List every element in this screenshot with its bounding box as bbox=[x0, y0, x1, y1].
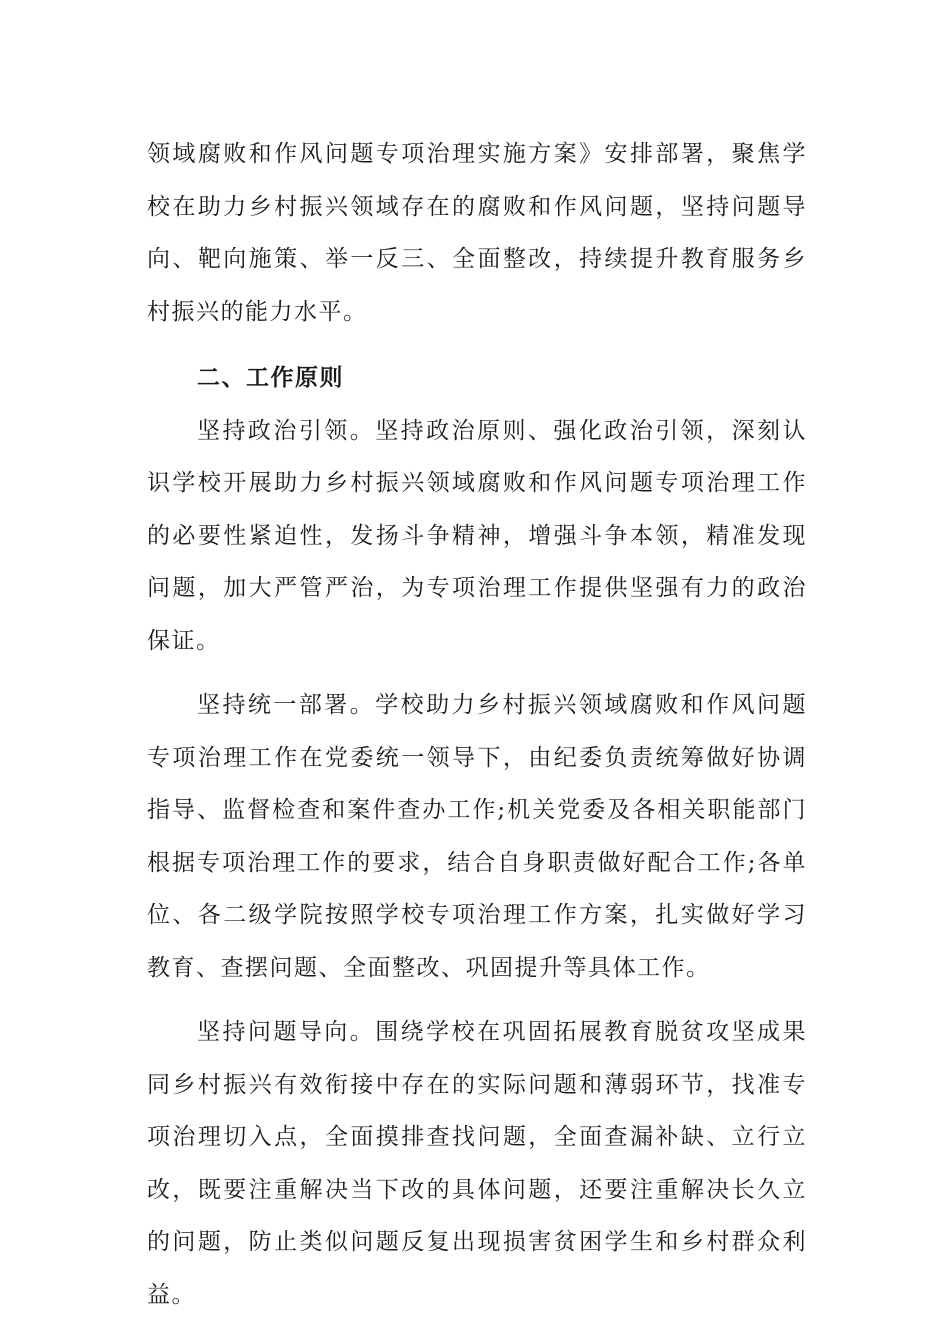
paragraph-problem-oriented: 坚持问题导向。围绕学校在巩固拓展教育脱贫攻坚成果同乡村振兴有效衔接中存在的实际问题和薄弱环节，找准专项治理切入点，全面摸排查找问题，全面查漏补缺、立行立改，既要注重解决当下改的具体问题，还要注重解决长久立的问题，防止类似问题反复出现损害贫困学生和乡村群众利益。 bbox=[147, 1019, 807, 1308]
paragraph-unified-deployment: 坚持统一部署。学校助力乡村振兴领域腐败和作风问题专项治理工作在党委统一领导下，由纪委负责统筹做好协调指导、监督检查和案件查办工作;机关党委及各相关职能部门根据专项治理工作的要求，结合自身职责做好配合工作;各单位、各二级学院按照学校专项治理工作方案，扎实做好学习教育、查摆问题、全面整改、巩固提升等具体工作。 bbox=[147, 692, 807, 981]
document-body bbox=[147, 128, 807, 1321]
section-heading: 二、工作原则 bbox=[197, 365, 344, 391]
paragraph-political-leadership: 坚持政治引领。坚持政治原则、强化政治引领，深刻认识学校开展助力乡村振兴领域腐败和作风问题专项治理工作的必要性紧迫性，发扬斗争精神，增强斗争本领，精准发现问题，加大严管严治，为专项治理工作提供坚强有力的政治保证。 bbox=[147, 417, 807, 654]
intro-paragraph: 领域腐败和作风问题专项治理实施方案》安排部署，聚焦学校在助力乡村振兴领域存在的腐败和作风问题，坚持问题导向、靶向施策、举一反三、全面整改，持续提升教育服务乡村振兴的能力水平。 bbox=[147, 141, 807, 325]
